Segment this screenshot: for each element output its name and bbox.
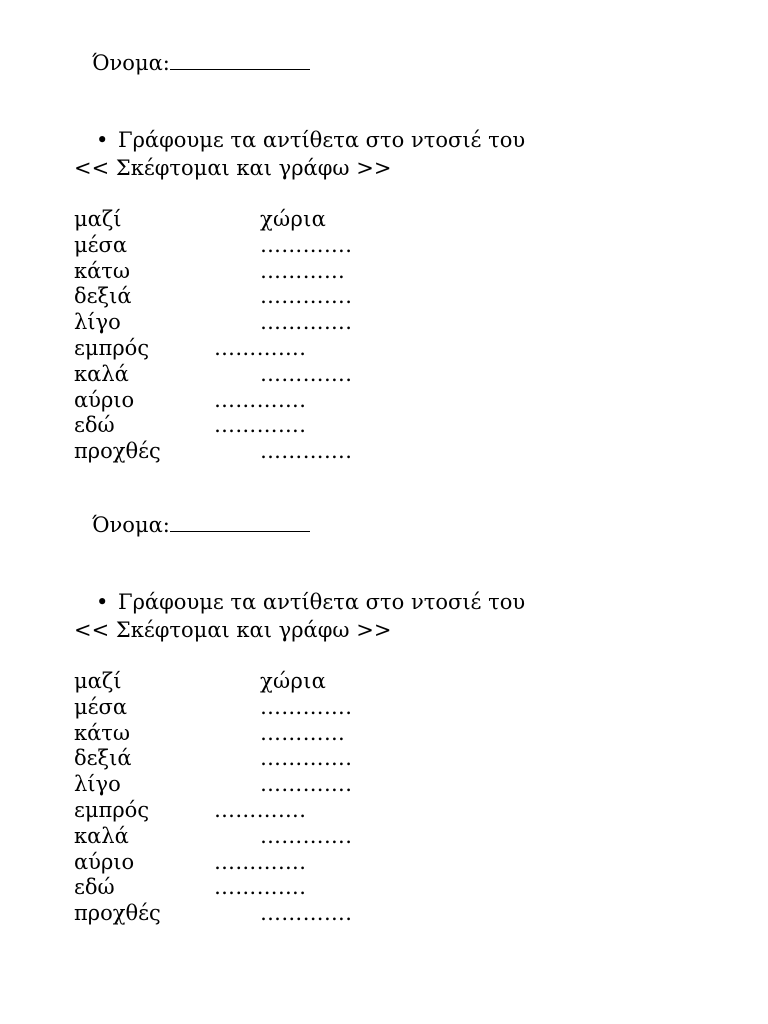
- word: εδώ: [74, 875, 115, 900]
- name-label: Όνομα:: [92, 513, 170, 537]
- answer-blank[interactable]: ………….: [260, 310, 353, 335]
- bullet-icon: •: [96, 590, 109, 614]
- list-item: [74, 849, 474, 875]
- word: καλά: [74, 823, 129, 848]
- answer-blank[interactable]: ………….: [260, 361, 353, 386]
- list-item: [74, 900, 474, 926]
- list-item: [74, 720, 474, 746]
- name-field: [92, 48, 310, 78]
- list-item: [74, 258, 474, 284]
- answer-blank[interactable]: ………….: [214, 335, 307, 360]
- instruction-line-1: Γράφουμε τα αντίθετα στο ντοσιέ του: [118, 590, 526, 614]
- instruction-line-2: << Σκέφτομαι και γράφω >>: [74, 156, 392, 180]
- instruction: [74, 126, 525, 182]
- list-item: [74, 309, 474, 335]
- list-item: [74, 387, 474, 413]
- word: εμπρός: [74, 797, 150, 822]
- word: μέσα: [74, 232, 128, 257]
- name-blank-line[interactable]: [170, 510, 310, 532]
- worksheet-1: [0, 48, 768, 510]
- instruction-line-1: Γράφουμε τα αντίθετα στο ντοσιέ του: [118, 128, 526, 152]
- word: αύριο: [74, 849, 135, 874]
- word-list: [74, 206, 474, 464]
- list-item: [74, 412, 474, 438]
- word: μέσα: [74, 694, 128, 719]
- list-item: [74, 438, 474, 464]
- word: καλά: [74, 361, 129, 386]
- word: μαζί: [74, 669, 122, 693]
- list-item: [74, 694, 474, 720]
- name-field: [92, 510, 310, 540]
- answer-blank[interactable]: ………….: [260, 284, 353, 309]
- answer-blank[interactable]: ………….: [260, 823, 353, 848]
- word: προχθές: [74, 439, 161, 464]
- word: μαζί: [74, 207, 122, 231]
- list-item: [74, 232, 474, 258]
- list-item: [74, 745, 474, 771]
- word: λίγο: [74, 310, 121, 335]
- answer-blank[interactable]: ………….: [214, 849, 307, 874]
- word: κάτω: [74, 258, 131, 283]
- answer-blank[interactable]: ………….: [214, 387, 307, 412]
- word: αύριο: [74, 387, 135, 412]
- answer-blank[interactable]: ………….: [214, 413, 307, 438]
- answer-blank[interactable]: ………….: [260, 901, 353, 926]
- list-item: [74, 668, 474, 694]
- worksheet-2: [0, 510, 768, 972]
- answer-blank[interactable]: ………….: [260, 772, 353, 797]
- bullet-icon: •: [96, 128, 109, 152]
- list-item: [74, 797, 474, 823]
- instruction-line-2: << Σκέφτομαι και γράφω >>: [74, 618, 392, 642]
- list-item: [74, 874, 474, 900]
- answer-blank[interactable]: ………….: [260, 746, 353, 771]
- answer-blank[interactable]: …………: [260, 258, 346, 283]
- answer-blank[interactable]: ………….: [260, 439, 353, 464]
- name-label: Όνομα:: [92, 51, 170, 75]
- answer: χώρια: [260, 207, 327, 231]
- word: δεξιά: [74, 284, 132, 309]
- word: λίγο: [74, 772, 121, 797]
- answer-blank[interactable]: ………….: [214, 797, 307, 822]
- answer-blank[interactable]: …………: [260, 720, 346, 745]
- instruction: [74, 588, 525, 644]
- list-item: [74, 283, 474, 309]
- word-list: [74, 668, 474, 926]
- list-item: [74, 823, 474, 849]
- name-blank-line[interactable]: [170, 48, 310, 70]
- word: εδώ: [74, 413, 115, 438]
- answer: χώρια: [260, 669, 327, 693]
- word: εμπρός: [74, 335, 150, 360]
- answer-blank[interactable]: ………….: [260, 232, 353, 257]
- list-item: [74, 771, 474, 797]
- word: δεξιά: [74, 746, 132, 771]
- answer-blank[interactable]: ………….: [260, 694, 353, 719]
- word: προχθές: [74, 901, 161, 926]
- list-item: [74, 206, 474, 232]
- list-item: [74, 361, 474, 387]
- answer-blank[interactable]: ………….: [214, 875, 307, 900]
- word: κάτω: [74, 720, 131, 745]
- list-item: [74, 335, 474, 361]
